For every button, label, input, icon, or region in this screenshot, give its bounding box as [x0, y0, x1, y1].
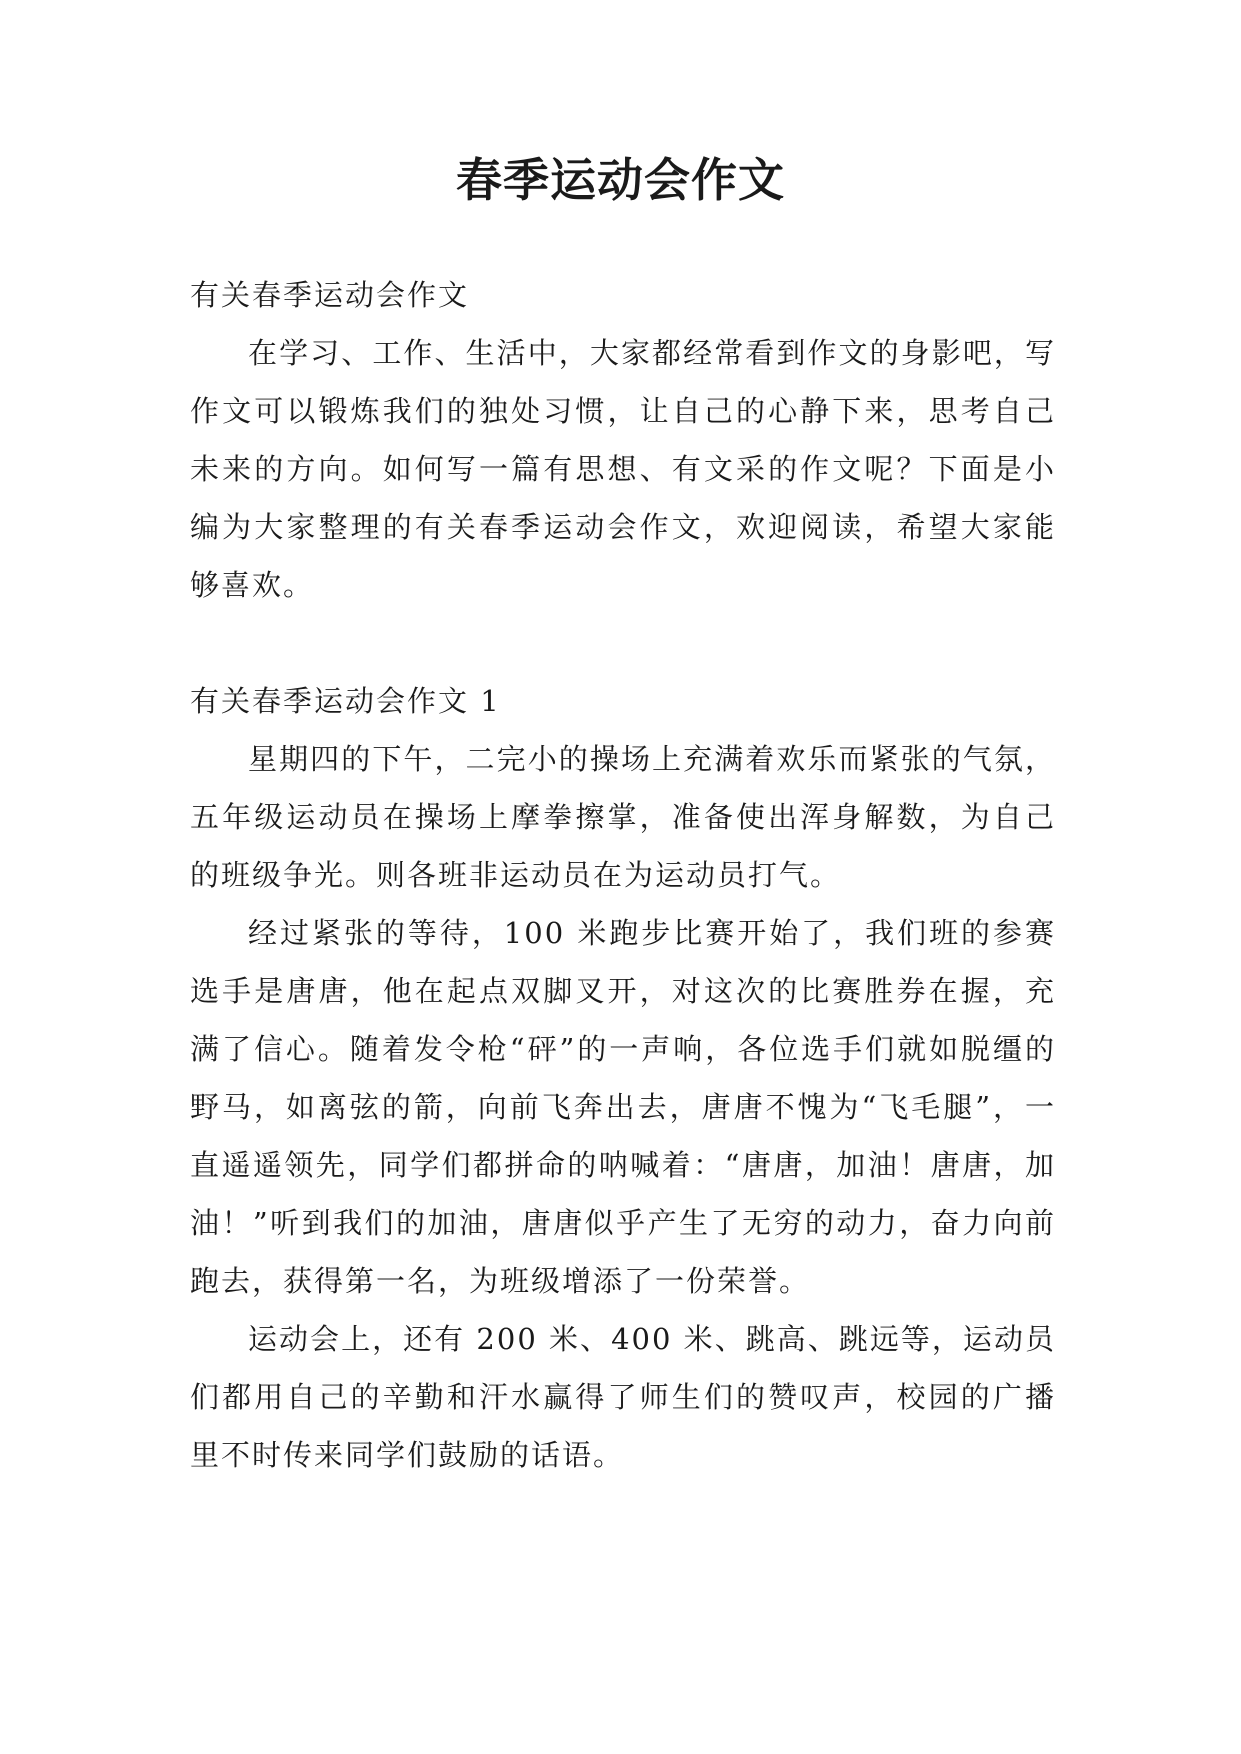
section1-paragraph: 运动会上，还有 200 米、400 米、跳高、跳远等，运动员们都用自己的辛勤和汗水赢得了师生们的赞叹声，校园的广播里不时传来同学们鼓励的话语。: [190, 1322, 1056, 1472]
section1-heading: 有关春季运动会作文 1: [190, 684, 501, 718]
document-body: [190, 266, 1056, 1484]
document-title: 春季运动会作文: [456, 153, 785, 207]
section1-paragraph: 星期四的下午，二完小的操场上充满着欢乐而紧张的气氛，五年级运动员在操场上摩拳擦掌，准备使出浑身解数，为自己的班级争光。则各班非运动员在为运动员打气。: [190, 742, 1056, 892]
section1-paragraph: 经过紧张的等待，100 米跑步比赛开始了，我们班的参赛选手是唐唐，他在起点双脚叉开，对这次的比赛胜券在握，充满了信心。随着发令枪“砰”的一声响，各位选手们就如脱缰的野马，如离弦的箭，向前飞奔出去，唐唐不愧为“飞毛腿”，一直遥遥领先，同学们都拼命的呐喊着：“唐唐，加油！唐唐，加油！”听到我们的加油，唐唐似乎产生了无穷的动力，奋力向前跑去，获得第一名，为班级增添了一份荣誉。: [190, 916, 1056, 1298]
intro-paragraph: 在学习、工作、生活中，大家都经常看到作文的身影吧，写作文可以锻炼我们的独处习惯，让自己的心静下来，思考自己未来的方向。如何写一篇有思想、有文采的作文呢？下面是小编为大家整理的有关春季运动会作文，欢迎阅读，希望大家能够喜欢。: [190, 336, 1056, 602]
section-spacer: [190, 614, 1056, 672]
intro-heading: 有关春季运动会作文: [190, 278, 470, 312]
